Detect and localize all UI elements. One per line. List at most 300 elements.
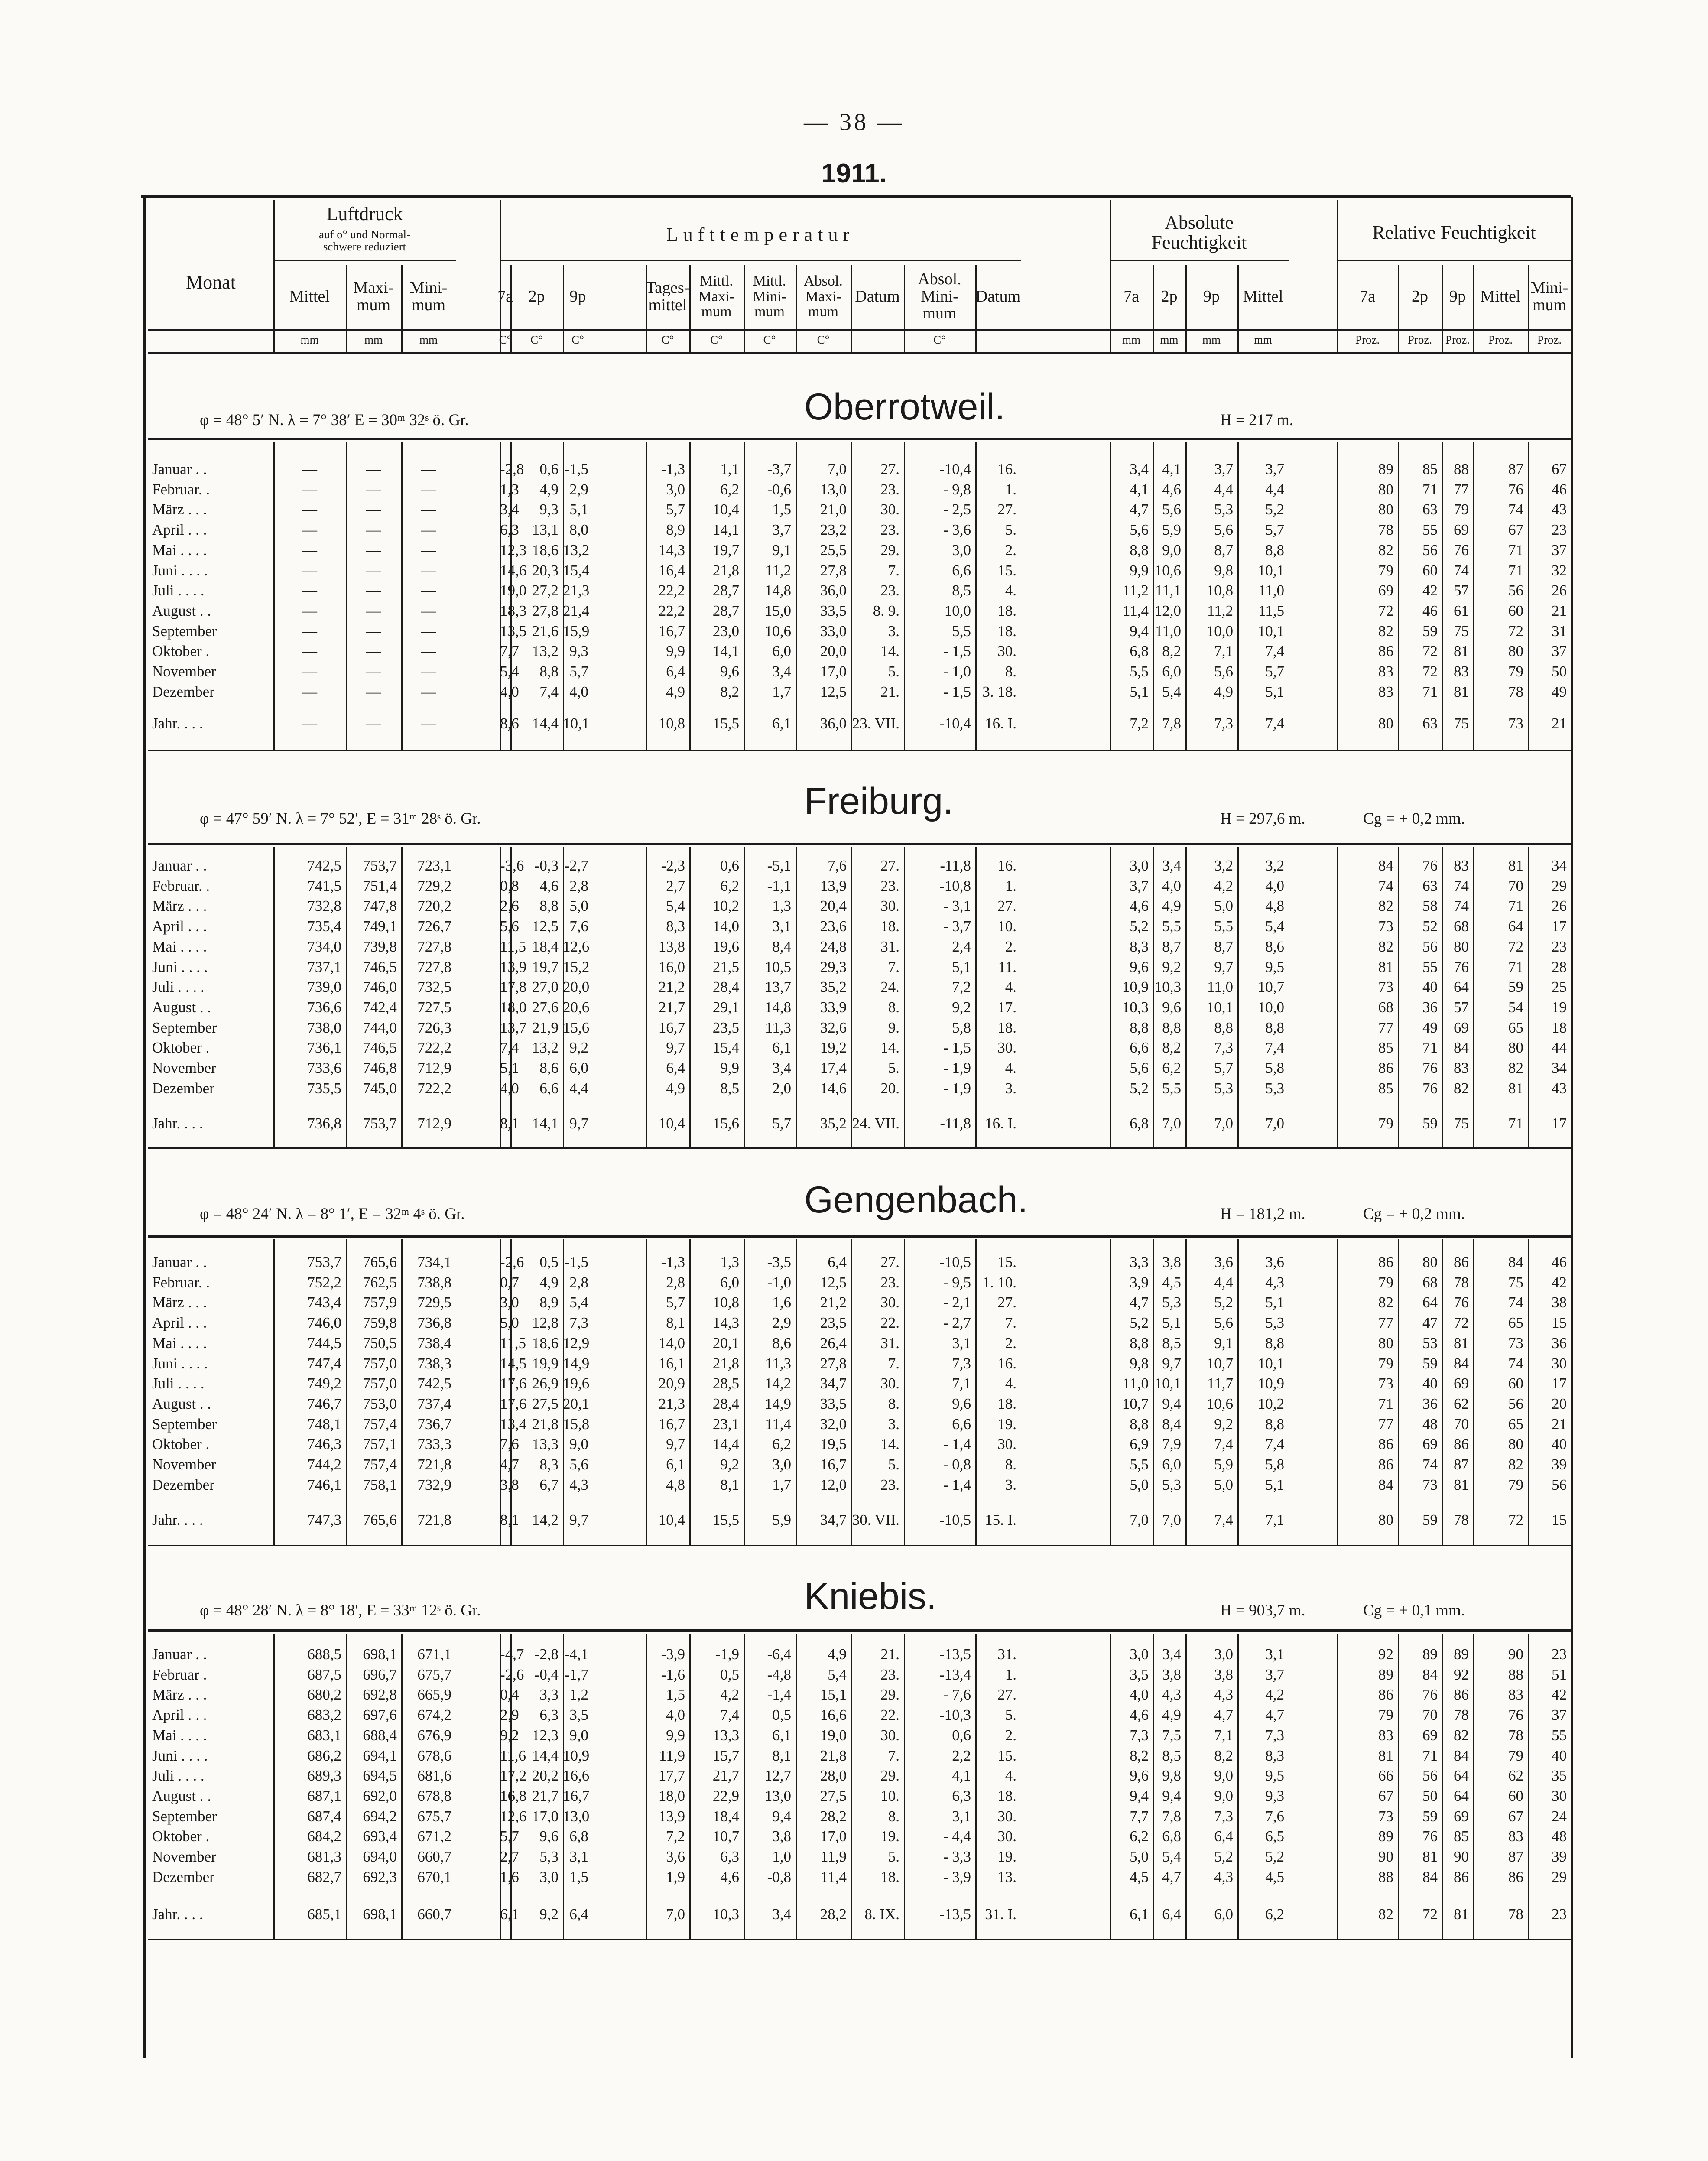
table-cell: — <box>421 582 436 599</box>
table-cell: 10,7 <box>1206 1355 1233 1372</box>
table-cell: 19,7 <box>712 541 739 559</box>
table-cell: 27. <box>997 1686 1016 1703</box>
column-unit: mm <box>364 333 383 346</box>
table-cell: 26 <box>1552 897 1567 915</box>
table-cell: - 1,5 <box>943 683 971 700</box>
table-cell: - 2,7 <box>943 1314 971 1332</box>
table-cell: - 9,5 <box>943 1274 971 1291</box>
table-cell: 5,2 <box>1265 1848 1284 1865</box>
table-cell: — <box>366 541 381 559</box>
table-cell: 10,6 <box>1154 562 1181 579</box>
month-label: Oktober . <box>152 1039 210 1056</box>
table-cell: 9,3 <box>569 643 588 660</box>
table-cell: 4,6 <box>1130 897 1149 915</box>
year-total-cell: 35,2 <box>820 1115 847 1132</box>
table-cell: 86 <box>1378 643 1393 660</box>
table-cell: 74 <box>1508 501 1523 518</box>
table-cell: 11,7 <box>1207 1375 1233 1392</box>
table-cell: 4,1 <box>952 1767 971 1784</box>
year-total-cell: 16. I. <box>985 715 1016 732</box>
table-cell: 3,1 <box>1265 1646 1284 1663</box>
table-cell: 9,8 <box>1130 1355 1149 1372</box>
table-cell: 12,6 <box>563 938 590 955</box>
table-cell: -2,8 <box>500 461 524 478</box>
table-cell: 7,3 <box>1214 1807 1233 1825</box>
table-cell: - 3,6 <box>943 521 971 539</box>
table-cell: 69 <box>1422 1726 1438 1744</box>
table-cell: 5,0 <box>569 897 588 915</box>
table-cell: 81 <box>1454 1476 1469 1493</box>
table-cell: -1,3 <box>661 461 685 478</box>
table-cell: 1,6 <box>500 1868 519 1885</box>
table-cell: - 7,6 <box>943 1686 971 1703</box>
table-cell: 80 <box>1422 1254 1438 1271</box>
station-coordinates: φ = 48° 5′ N. λ = 7° 38′ E = 30ᵐ 32ˢ ö. Gr. <box>200 411 469 429</box>
table-cell: 0,8 <box>500 877 519 894</box>
table-cell: 5,6 <box>1162 501 1181 518</box>
table-cell: — <box>421 541 436 559</box>
table-cell: 27. <box>997 897 1016 915</box>
table-cell: 14,8 <box>764 998 791 1016</box>
year-total-cell: 5,7 <box>772 1115 791 1132</box>
table-cell: 27. <box>997 1294 1016 1311</box>
table-cell: 12,5 <box>820 683 847 700</box>
table-cell: 698,1 <box>363 1646 397 1663</box>
table-cell: 753,7 <box>363 857 397 874</box>
table-cell: 71 <box>1508 958 1523 975</box>
table-cell: 13,7 <box>764 978 791 996</box>
table-cell: 6,2 <box>720 481 739 498</box>
table-cell: 4,0 <box>666 1706 685 1724</box>
column-unit: mm <box>1122 333 1140 346</box>
table-cell: 74 <box>1454 897 1469 915</box>
table-cell: 5,5 <box>1162 1079 1181 1097</box>
column-unit: Proz. <box>1537 333 1562 346</box>
table-cell: 14,1 <box>712 643 739 660</box>
table-cell: 9,7 <box>1162 1355 1181 1372</box>
table-cell: 40 <box>1422 978 1438 996</box>
year-total-cell: 7,0 <box>1130 1511 1149 1528</box>
table-cell: 21,3 <box>563 582 590 599</box>
header-rule <box>744 265 745 352</box>
table-cell: 5,9 <box>1214 1456 1233 1473</box>
table-cell: 19. <box>997 1415 1016 1433</box>
table-cell: 4,4 <box>1214 481 1233 498</box>
table-cell: 21,9 <box>532 1019 559 1036</box>
table-cell: 9,5 <box>1265 1767 1284 1784</box>
table-cell: 8,4 <box>1162 1415 1181 1433</box>
year-total-cell: 6,1 <box>772 715 791 732</box>
table-cell: 5,4 <box>1162 683 1181 700</box>
table-cell: 83 <box>1378 663 1393 680</box>
month-label: September <box>152 622 217 640</box>
table-cell: 20,4 <box>820 897 847 915</box>
table-cell: 1,3 <box>720 1254 739 1271</box>
table-cell: 30. <box>880 1294 899 1311</box>
table-cell: 80 <box>1454 938 1469 955</box>
table-cell: 23,2 <box>820 521 847 539</box>
table-cell: 13,3 <box>712 1726 739 1744</box>
table-cell: 6,1 <box>772 1726 791 1744</box>
month-label: Oktober . <box>152 643 210 660</box>
table-cell: 6,4 <box>1214 1828 1233 1845</box>
table-cell: 735,5 <box>307 1079 341 1097</box>
table-cell: 9,2 <box>500 1726 519 1744</box>
table-cell: -10,4 <box>939 461 971 478</box>
table-cell: 742,4 <box>363 998 397 1016</box>
table-cell: 76 <box>1422 1686 1438 1703</box>
table-cell: 7,4 <box>1265 643 1284 660</box>
table-cell: 5,9 <box>1162 521 1181 539</box>
table-cell: 7,4 <box>1265 1039 1284 1056</box>
table-cell: 69 <box>1422 1436 1438 1453</box>
table-cell: 5,3 <box>1265 1079 1284 1097</box>
table-cell: 4,5 <box>1130 1868 1149 1885</box>
table-cell: 51 <box>1552 1666 1567 1683</box>
year-label: Jahr. . . . <box>152 715 203 732</box>
table-cell: - 1,9 <box>943 1079 971 1097</box>
table-cell: 14. <box>880 1039 899 1056</box>
table-cell: 6,4 <box>666 663 685 680</box>
table-cell: 3,7 <box>1265 461 1284 478</box>
table-cell: 40 <box>1552 1436 1567 1453</box>
table-cell: 21,4 <box>563 602 590 619</box>
table-cell: 748,1 <box>307 1415 341 1433</box>
year-label: Jahr. . . . <box>152 1906 203 1923</box>
table-cell: 736,1 <box>307 1039 341 1056</box>
table-cell: 22. <box>880 1706 899 1724</box>
table-cell: 4,7 <box>1214 1706 1233 1724</box>
table-cell: 749,1 <box>363 918 397 935</box>
table-cell: 9,4 <box>772 1807 791 1825</box>
table-cell: 64 <box>1454 978 1469 996</box>
table-cell: 665,9 <box>417 1686 451 1703</box>
table-cell: 8,8 <box>1265 1334 1284 1352</box>
table-cell: 80 <box>1508 643 1523 660</box>
table-cell: 23. <box>880 1666 899 1683</box>
table-cell: 729,2 <box>417 877 451 894</box>
column-unit: C° <box>763 333 776 346</box>
table-cell: 8,8 <box>1214 1019 1233 1036</box>
table-cell: 60 <box>1508 1375 1523 1392</box>
table-cell: 82 <box>1508 1059 1523 1076</box>
table-cell: 89 <box>1378 1828 1393 1845</box>
table-cell: 4,3 <box>1162 1686 1181 1703</box>
month-label: Dezember <box>152 1079 214 1097</box>
table-cell: 4,9 <box>539 1274 559 1291</box>
table-cell: 3,8 <box>772 1828 791 1845</box>
table-cell: 81 <box>1454 643 1469 660</box>
table-cell: 21 <box>1552 1415 1567 1433</box>
table-cell: - 1,9 <box>943 1059 971 1076</box>
header-rule <box>346 265 347 352</box>
month-label: August . . <box>152 1395 211 1412</box>
month-label: Juli . . . . <box>152 1767 205 1784</box>
table-cell: 13,9 <box>820 877 847 894</box>
table-cell: 757,9 <box>363 1294 397 1311</box>
table-cell: 46 <box>1552 481 1567 498</box>
table-cell: 85 <box>1422 461 1438 478</box>
table-cell: 73 <box>1378 978 1393 996</box>
table-cell: 7,4 <box>539 683 559 700</box>
table-cell: 13,0 <box>820 481 847 498</box>
table-cell: 8,1 <box>720 1476 739 1493</box>
table-cell: 757,4 <box>363 1415 397 1433</box>
table-cell: 7,1 <box>1214 643 1233 660</box>
month-label: Mai . . . . <box>152 1334 207 1352</box>
table-cell: 79 <box>1378 1274 1393 1291</box>
table-cell: 8,3 <box>1265 1747 1284 1764</box>
table-cell: 10,3 <box>1154 978 1181 996</box>
table-cell: - 9,8 <box>943 481 971 498</box>
table-cell: 8,3 <box>1130 938 1149 955</box>
table-cell: 12,3 <box>532 1726 559 1744</box>
station-gravity-correction: Cg = + 0,2 mm. <box>1363 810 1465 828</box>
column-header: Mittel <box>1480 287 1521 305</box>
year-total-cell: 75 <box>1454 1115 1469 1132</box>
table-cell: 77 <box>1378 1019 1393 1036</box>
table-cell: 2,9 <box>569 481 588 498</box>
table-cell: 2. <box>1005 1726 1016 1744</box>
table-cell: 5,4 <box>569 1294 588 1311</box>
table-cell: -5,1 <box>767 857 791 874</box>
table-cell: -0,6 <box>767 481 791 498</box>
table-cell: 72 <box>1422 663 1438 680</box>
table-cell: 80 <box>1508 1436 1523 1453</box>
column-header: Mittl. Maxi- mum <box>698 273 735 320</box>
table-cell: 21,0 <box>820 501 847 518</box>
table-cell: 18. <box>880 918 899 935</box>
table-cell: 2,7 <box>500 1848 519 1865</box>
table-cell: 5,6 <box>569 1456 588 1473</box>
table-cell: 5. <box>888 1848 899 1865</box>
table-cell: 60 <box>1508 602 1523 619</box>
table-cell: 26,9 <box>532 1375 559 1392</box>
table-cell: 6,0 <box>1162 663 1181 680</box>
table-cell: 7,7 <box>1130 1807 1149 1825</box>
table-cell: 81 <box>1378 958 1393 975</box>
year-total-cell: 10,4 <box>658 1115 685 1132</box>
table-cell: 8. <box>888 998 899 1016</box>
table-cell: 9,0 <box>569 1726 588 1744</box>
table-cell: 2,6 <box>500 897 519 915</box>
table-cell: 4,0 <box>500 1079 519 1097</box>
table-cell: 29,1 <box>712 998 739 1016</box>
column-unit <box>975 329 1021 350</box>
table-cell: 71 <box>1508 562 1523 579</box>
table-cell: 74 <box>1422 1456 1438 1473</box>
table-cell: 18. <box>997 1019 1016 1036</box>
table-cell: — <box>302 562 317 579</box>
table-cell: 9,6 <box>1130 1767 1149 1784</box>
year-total-cell: 78 <box>1508 1906 1523 1923</box>
table-cell: 19. <box>880 1828 899 1845</box>
table-cell: 87 <box>1508 461 1523 478</box>
table-cell: 686,2 <box>307 1747 341 1764</box>
column-header: Mittel <box>289 287 330 305</box>
table-cell: 86 <box>1378 1254 1393 1271</box>
table-cell: 69 <box>1378 582 1393 599</box>
table-cell: 746,0 <box>363 978 397 996</box>
table-cell: 5,4 <box>666 897 685 915</box>
table-cell: 7,3 <box>1214 1039 1233 1056</box>
table-cell: 5,4 <box>828 1666 847 1683</box>
table-cell: 10,1 <box>1154 1375 1181 1392</box>
table-cell: 5. <box>1005 521 1016 539</box>
table-cell: 74 <box>1508 1294 1523 1311</box>
table-cell: 78 <box>1454 1274 1469 1291</box>
table-cell: 92 <box>1378 1646 1393 1663</box>
table-cell: 30. <box>880 1375 899 1392</box>
header-rule <box>1153 265 1154 352</box>
table-cell: 11,3 <box>765 1019 791 1036</box>
table-cell: 79 <box>1508 1476 1523 1493</box>
table-cell: 37 <box>1552 643 1567 660</box>
table-cell: 9,6 <box>1162 998 1181 1016</box>
table-cell: 4,1 <box>1162 461 1181 478</box>
table-cell: 4,7 <box>1265 1706 1284 1724</box>
table-cell: 2. <box>1005 541 1016 559</box>
table-cell: 8. 9. <box>873 602 899 619</box>
table-cell: 28,2 <box>820 1807 847 1825</box>
table-cell: 9,9 <box>666 1726 685 1744</box>
table-cell: — <box>421 683 436 700</box>
table-cell: 4,2 <box>720 1686 739 1703</box>
table-cell: 62 <box>1454 1395 1469 1412</box>
table-cell: 17,0 <box>820 663 847 680</box>
table-cell: 9,4 <box>1130 1787 1149 1804</box>
column-header: Mittel <box>1243 287 1283 305</box>
year-total-cell: 7,0 <box>666 1906 685 1923</box>
table-cell: 16,8 <box>500 1787 527 1804</box>
table-cell: 30. <box>997 1807 1016 1825</box>
table-cell: 5,7 <box>1265 521 1284 539</box>
table-cell: 687,4 <box>307 1807 341 1825</box>
table-cell: 55 <box>1422 958 1438 975</box>
table-cell: 84 <box>1422 1666 1438 1683</box>
year-label: Jahr. . . . <box>152 1511 203 1528</box>
table-cell: 16,7 <box>658 622 685 640</box>
table-cell: — <box>366 481 381 498</box>
table-cell: -10,5 <box>939 1254 971 1271</box>
month-label: September <box>152 1807 217 1825</box>
table-cell: 21,8 <box>532 1415 559 1433</box>
table-cell: 6,3 <box>500 521 519 539</box>
table-cell: 19,0 <box>500 582 527 599</box>
table-cell: -1,1 <box>767 877 791 894</box>
table-cell: 3,0 <box>772 1456 791 1473</box>
table-cell: 2. <box>1005 938 1016 955</box>
table-cell: 32,0 <box>820 1415 847 1433</box>
station-coordinates: φ = 47° 59′ N. λ = 7° 52′, E = 31ᵐ 28ˢ ö. Gr. <box>200 810 481 828</box>
table-cell: 82 <box>1508 1456 1523 1473</box>
table-cell: 65 <box>1508 1415 1523 1433</box>
table-cell: -3,6 <box>500 857 524 874</box>
header-rule <box>796 265 797 352</box>
table-cell: 21,8 <box>712 562 739 579</box>
year-total-cell: 8. IX. <box>864 1906 899 1923</box>
table-cell: 747,4 <box>307 1355 341 1372</box>
table-cell: 13,2 <box>532 1039 559 1056</box>
table-cell: 78 <box>1378 521 1393 539</box>
table-cell: 23. <box>880 582 899 599</box>
table-cell: 15 <box>1552 1314 1567 1332</box>
table-cell: 11,1 <box>1155 582 1181 599</box>
lufttemperatur-header: Lufttemperatur <box>666 224 855 245</box>
year-total-cell: 721,8 <box>417 1511 451 1528</box>
table-cell: 9,0 <box>569 1436 588 1453</box>
table-cell: 7,4 <box>1265 1436 1284 1453</box>
table-cell: 5,3 <box>539 1848 559 1865</box>
table-cell: 7,1 <box>1214 1726 1233 1744</box>
table-cell: 3,5 <box>1130 1666 1149 1683</box>
table-cell: 82 <box>1378 541 1393 559</box>
table-cell: 6,3 <box>720 1848 739 1865</box>
month-label: Juli . . . . <box>152 582 205 599</box>
header-rule <box>1442 265 1443 352</box>
table-cell: 5,3 <box>1214 1079 1233 1097</box>
table-cell: 5,7 <box>500 1828 519 1845</box>
table-cell: 70 <box>1422 1706 1438 1724</box>
table-cell: 56 <box>1422 938 1438 955</box>
table-cell: 15,4 <box>563 562 590 579</box>
table-cell: 2,8 <box>666 1274 685 1291</box>
table-cell: 88 <box>1378 1868 1393 1885</box>
table-cell: 4,5 <box>1265 1868 1284 1885</box>
table-cell: 33,5 <box>820 602 847 619</box>
month-label: April . . . <box>152 1706 207 1724</box>
table-cell: 9,2 <box>569 1039 588 1056</box>
table-cell: 2,9 <box>772 1314 791 1332</box>
table-cell: 3,0 <box>1130 857 1149 874</box>
table-cell: 4. <box>1005 1767 1016 1784</box>
column-unit: C° <box>499 333 512 346</box>
table-cell: 9,4 <box>1162 1787 1181 1804</box>
table-cell: 10,2 <box>712 897 739 915</box>
table-cell: 8,2 <box>1214 1747 1233 1764</box>
table-cell: 82 <box>1454 1726 1469 1744</box>
table-cell: — <box>302 481 317 498</box>
table-cell: 26 <box>1552 582 1567 599</box>
table-cell: 68 <box>1378 998 1393 1016</box>
table-cell: 5,1 <box>1265 1294 1284 1311</box>
table-cell: 48 <box>1422 1415 1438 1433</box>
table-cell: 87 <box>1508 1848 1523 1865</box>
climate-table <box>143 197 1573 2058</box>
table-cell: 3,2 <box>1214 857 1233 874</box>
table-cell: 9,9 <box>1130 562 1149 579</box>
table-cell: 23 <box>1552 1646 1567 1663</box>
table-cell: 20,0 <box>820 643 847 660</box>
year-total-cell: 10,8 <box>658 715 685 732</box>
table-cell: 9,4 <box>1130 622 1149 640</box>
table-cell: 5,2 <box>1265 501 1284 518</box>
table-cell: 6,2 <box>772 1436 791 1453</box>
table-cell: 744,2 <box>307 1456 341 1473</box>
table-cell: 1,7 <box>772 683 791 700</box>
table-cell: 10,7 <box>1122 1395 1149 1412</box>
table-cell: 21,2 <box>820 1294 847 1311</box>
table-cell: 678,6 <box>417 1747 451 1764</box>
table-cell: 76 <box>1454 958 1469 975</box>
month-label: November <box>152 1059 216 1076</box>
table-cell: 21,5 <box>712 958 739 975</box>
header-rule <box>1337 260 1571 261</box>
table-cell: 0,4 <box>500 1686 519 1703</box>
table-cell: 10,8 <box>712 1294 739 1311</box>
table-cell: 8,8 <box>1162 1019 1181 1036</box>
table-cell: 4,7 <box>1130 501 1149 518</box>
